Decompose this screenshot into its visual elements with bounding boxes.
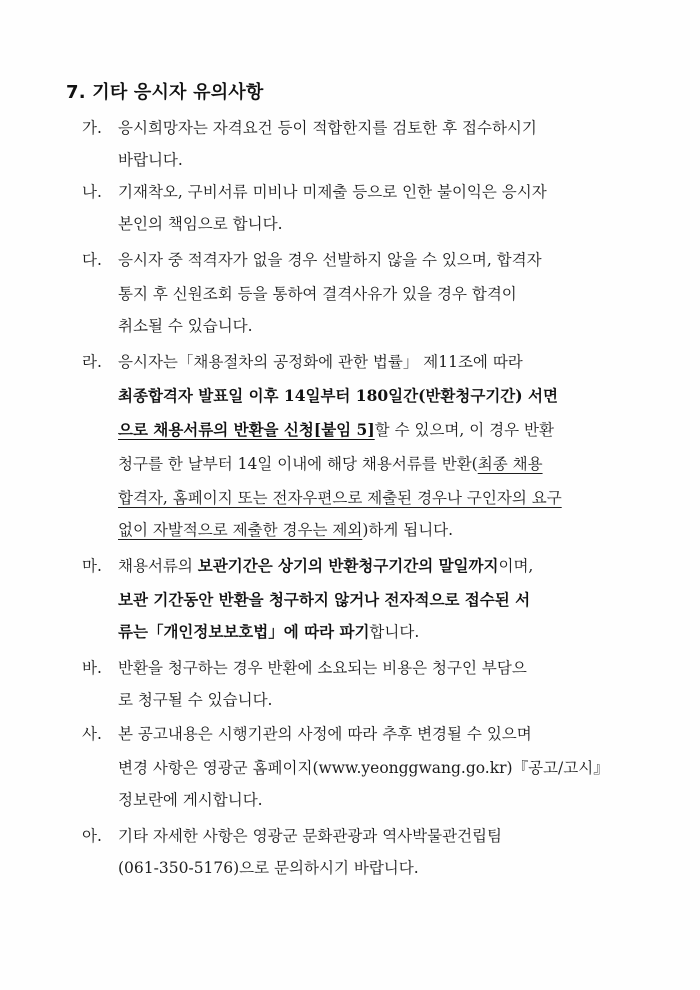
item-text-line-bold: 보관 기간동안 반환을 청구하지 않거나 전자적으로 접수된 서 — [118, 590, 531, 609]
item-text-line: (061-350-5176)으로 문의하시기 바랍니다. — [118, 859, 419, 877]
item-text-line: 취소될 수 있습니다. — [118, 317, 253, 335]
item-marker: 아. — [82, 827, 102, 845]
item-text-line-underlined: 합격자, 홈페이지 또는 전자우편으로 제출된 경우나 구인자의 요구 — [118, 489, 562, 507]
item-text-line: 본 공고내용은 시행기관의 사정에 따라 추후 변경될 수 있으며 — [118, 725, 532, 743]
item-text-line: 반환을 청구하는 경우 반환에 소요되는 비용은 청구인 부담으 — [118, 659, 527, 677]
item-text-line: 바랍니다. — [118, 151, 183, 169]
item-text-line: 채용서류의 보관기간은 상기의 반환청구기간의 말일까지이며, — [118, 556, 534, 575]
emphasis-bold: 류는「개인정보보호법」에 따라 파기 — [118, 622, 370, 641]
item-text-line: 없이 자발적으로 제출한 경우는 제외)하게 됩니다. — [118, 521, 454, 539]
item-text-line: 청구를 한 날부터 14일 이내에 해당 채용서류를 반환(최종 채용 — [118, 455, 543, 473]
item-text-line: 으로 채용서류의 반환을 신청[붙임 5]할 수 있으며, 이 경우 반환 — [118, 420, 554, 439]
item-marker: 바. — [82, 659, 102, 677]
emphasis-bold-underlined: 으로 채용서류의 반환을 신청[붙임 5] — [118, 420, 375, 439]
item-text-line: 통지 후 신원조회 등을 통하여 결격사유가 있을 경우 합격이 — [118, 285, 517, 303]
item-text-line: 기재착오, 구비서류 미비나 미제출 등으로 인한 불이익은 응시자 — [118, 183, 547, 201]
item-text-line: 로 청구될 수 있습니다. — [118, 691, 273, 709]
item-marker: 다. — [82, 251, 102, 269]
item-marker: 사. — [82, 725, 102, 743]
item-text-line: 류는「개인정보보호법」에 따라 파기합니다. — [118, 622, 420, 641]
item-text-line: 변경 사항은 영광군 홈페이지(www.yeonggwang.go.kr)『공고/고시』 — [118, 759, 609, 777]
item-text-line: 응시희망자는 자격요건 등이 적합한지를 검토한 후 접수하시기 — [118, 119, 537, 137]
item-text-line: 응시자 중 적격자가 없을 경우 선발하지 않을 수 있으며, 합격자 — [118, 251, 542, 269]
item-marker: 마. — [82, 557, 102, 575]
item-text-line: 본인의 책임으로 합니다. — [118, 215, 283, 233]
item-text-line: 응시자는「채용절차의 공정화에 관한 법률」 제11조에 따라 — [118, 353, 523, 371]
item-marker: 라. — [82, 353, 102, 371]
section-heading: 7. 기타 응시자 유의사항 — [66, 82, 264, 103]
emphasis-bold: 보관기간은 상기의 반환청구기간의 말일까지 — [197, 556, 499, 575]
item-text-line: 정보란에 게시합니다. — [118, 791, 263, 809]
item-marker: 나. — [82, 183, 102, 201]
item-text-line-bold: 최종합격자 발표일 이후 14일부터 180일간(반환청구기간) 서면 — [118, 386, 558, 405]
emphasis-underlined: 없이 자발적으로 제출한 경우는 제외 — [118, 521, 363, 539]
emphasis-underlined: 최종 채용 — [477, 455, 543, 473]
item-text-line: 기타 자세한 사항은 영광군 문화관광과 역사박물관건립팀 — [118, 827, 502, 845]
item-marker: 가. — [82, 119, 102, 137]
